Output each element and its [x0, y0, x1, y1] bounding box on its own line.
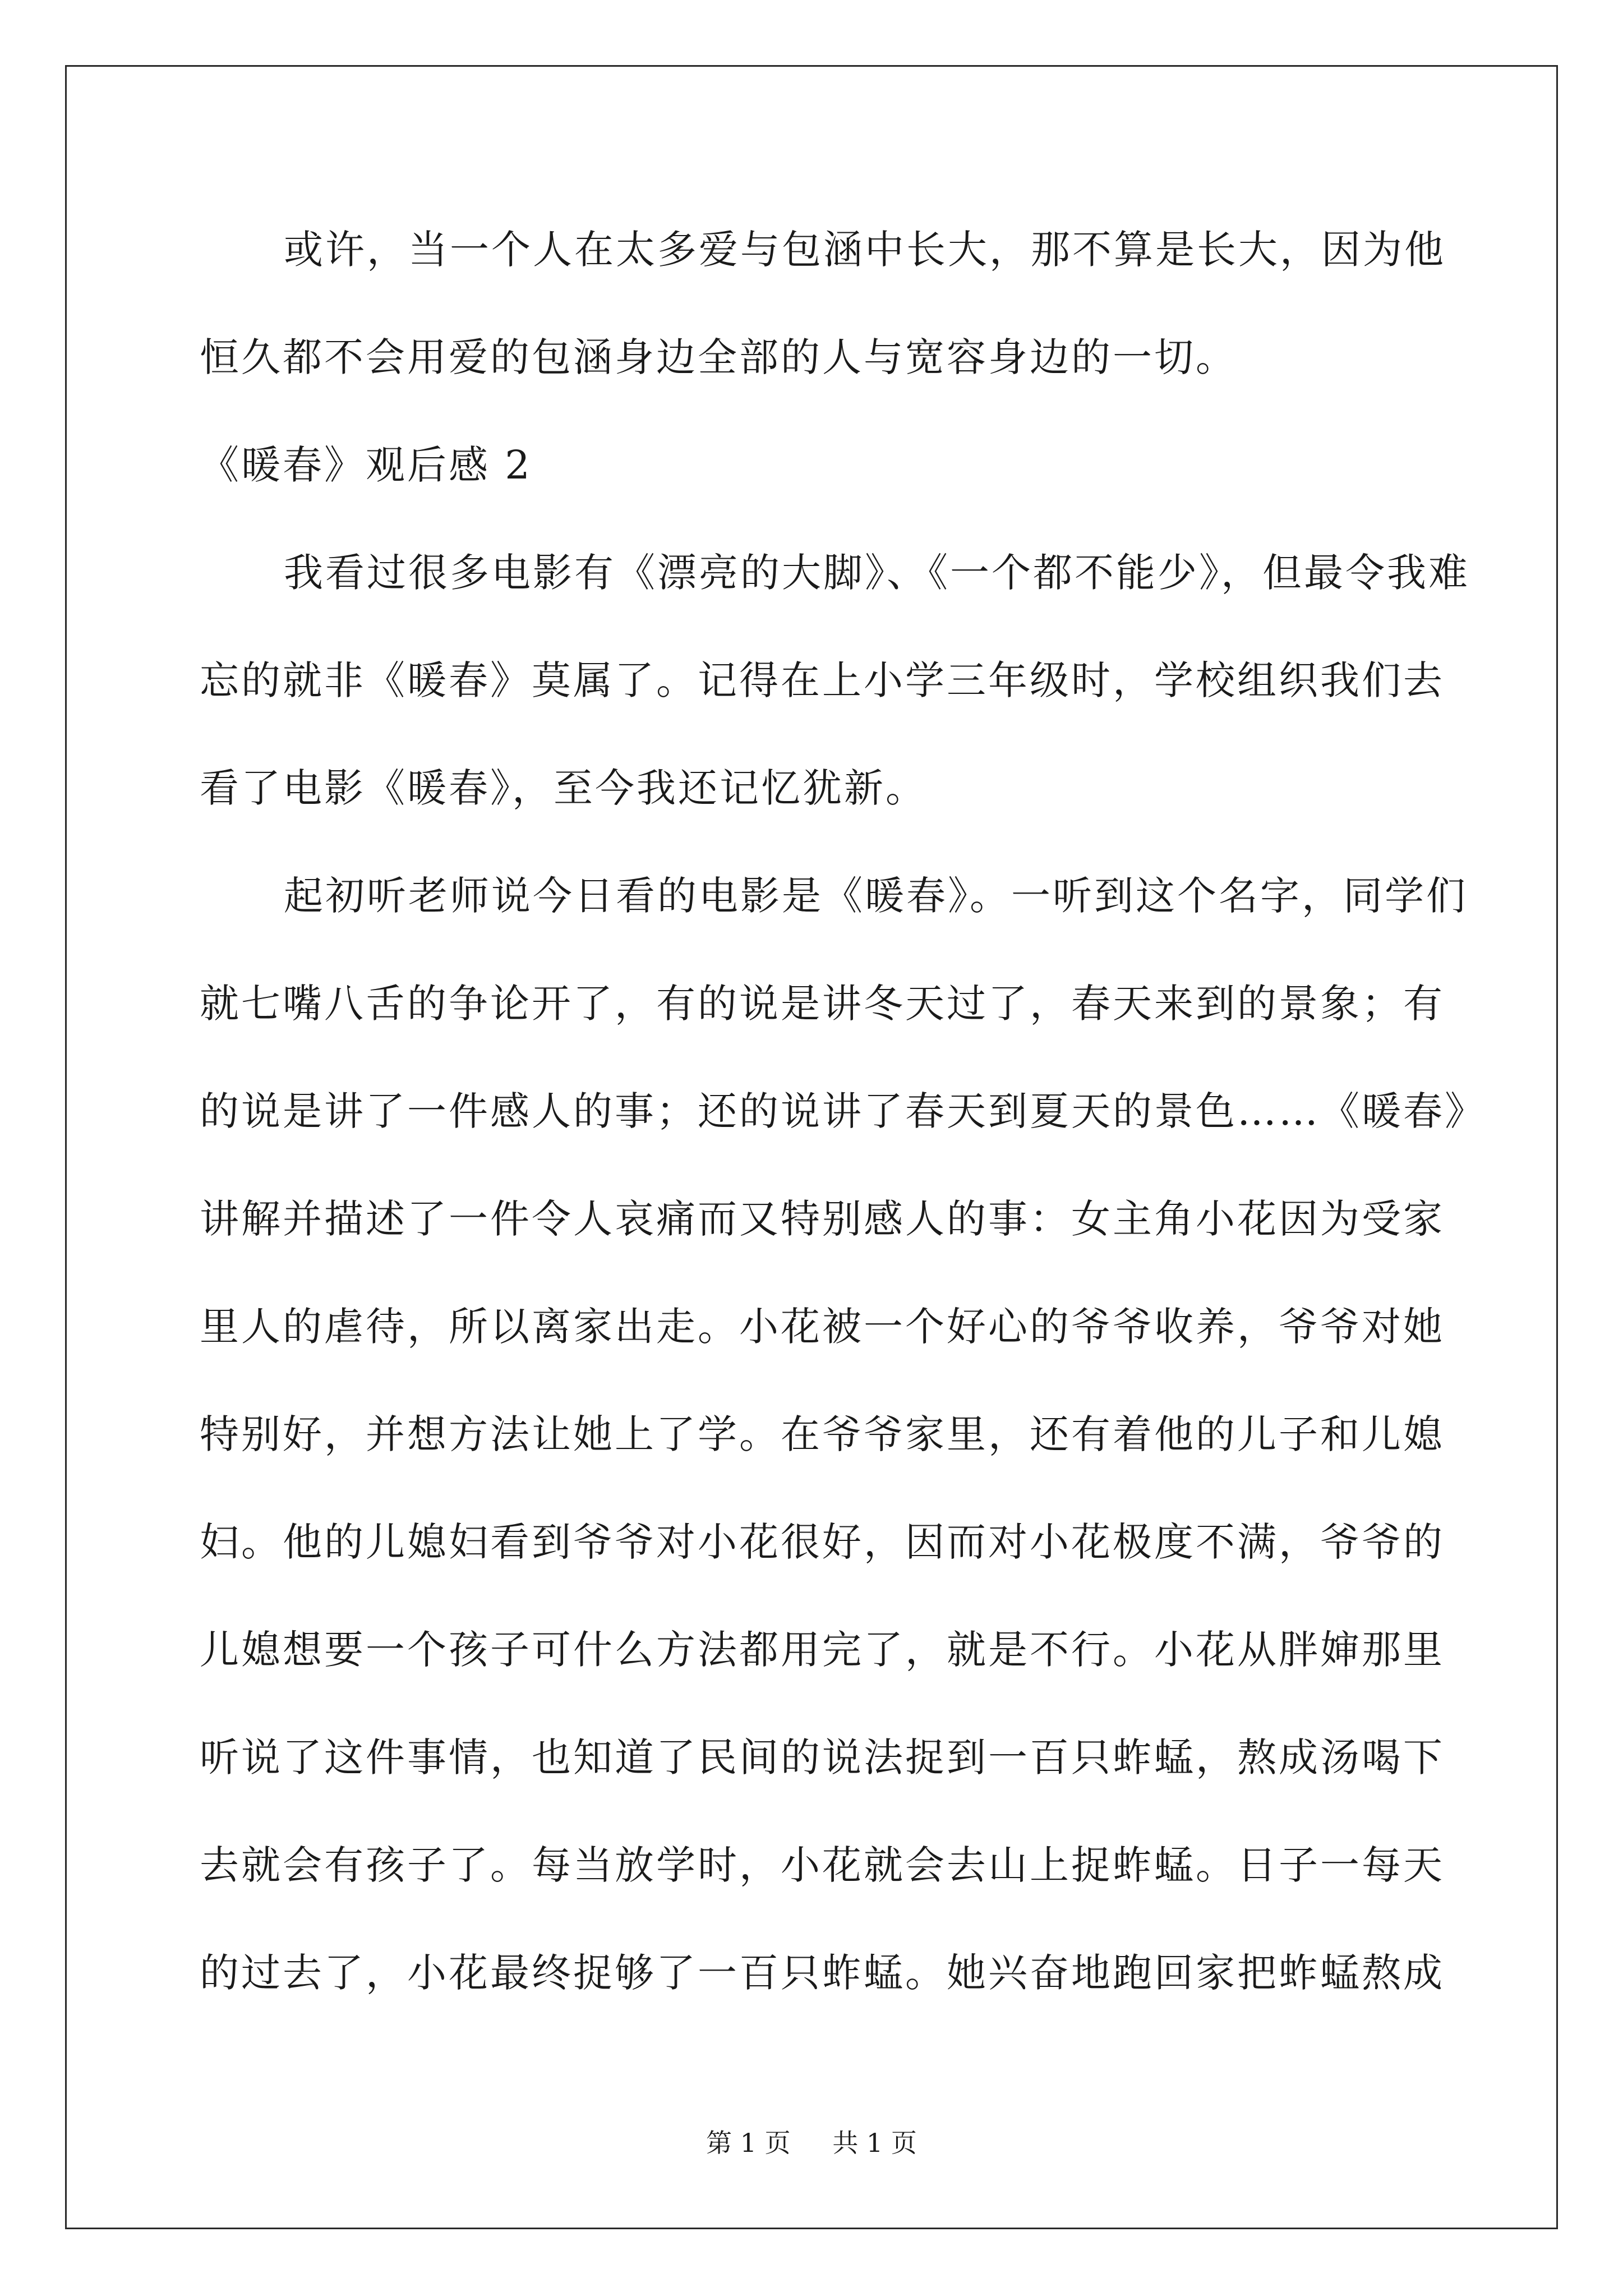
paragraph-line: 儿媳想要一个孩子可什么方法都用完了，就是不行。小花从胖婶那里: [200, 1627, 1445, 1673]
page-number: 第 1 页: [706, 2128, 791, 2158]
paragraph-line: 听说了这件事情，也知道了民间的说法捉到一百只蚱蜢，熬成汤喝下: [200, 1734, 1445, 1780]
paragraph-line: 里人的虐待，所以离家出走。小花被一个好心的爷爷收养，爷爷对她: [200, 1304, 1445, 1350]
page-total: 共 1 页: [832, 2128, 917, 2158]
paragraph-line: 就七嘴八舌的争论开了，有的说是讲冬天过了，春天来到的景象；有: [200, 981, 1445, 1027]
paragraph-line: 去就会有孩子了。每当放学时，小花就会去山上捉蚱蜢。日子一每天: [200, 1842, 1445, 1888]
paragraph-line: 妇。他的儿媳妇看到爷爷对小花很好，因而对小花极度不满，爷爷的: [200, 1519, 1445, 1565]
paragraph-line: 起初听老师说今日看的电影是《暖春》。一听到这个名字，同学们: [284, 873, 1468, 919]
paragraph-line: 恒久都不会用爱的包涵身边全部的人与宽容身边的一切。: [200, 334, 1237, 380]
paragraph-line: 我看过很多电影有《漂亮的大脚》、《一个都不能少》，但最令我难: [284, 550, 1470, 596]
document-body: [200, 213, 1486, 2044]
paragraph-line: 的过去了，小花最终捉够了一百只蚱蜢。她兴奋地跑回家把蚱蜢熬成: [200, 1950, 1445, 1996]
paragraph-line: 讲解并描述了一件令人哀痛而又特别感人的事：女主角小花因为受家: [200, 1196, 1445, 1242]
paragraph-line: 看了电影《暖春》，至今我还记忆犹新。: [200, 765, 927, 811]
paragraph-line: 的说是讲了一件感人的事；还的说讲了春天到夏天的景色……《暖春》: [200, 1088, 1486, 1134]
page-footer: [0, 2126, 1623, 2160]
paragraph-line: 忘的就非《暖春》莫属了。记得在上小学三年级时，学校组织我们去: [200, 657, 1445, 703]
paragraph-line: 特别好，并想方法让她上了学。在爷爷家里，还有着他的儿子和儿媳: [200, 1411, 1445, 1457]
paragraph-line: 或许，当一个人在太多爱与包涵中长大，那不算是长大，因为他: [284, 227, 1446, 273]
section-heading: 《暖春》观后感 2: [200, 442, 532, 488]
